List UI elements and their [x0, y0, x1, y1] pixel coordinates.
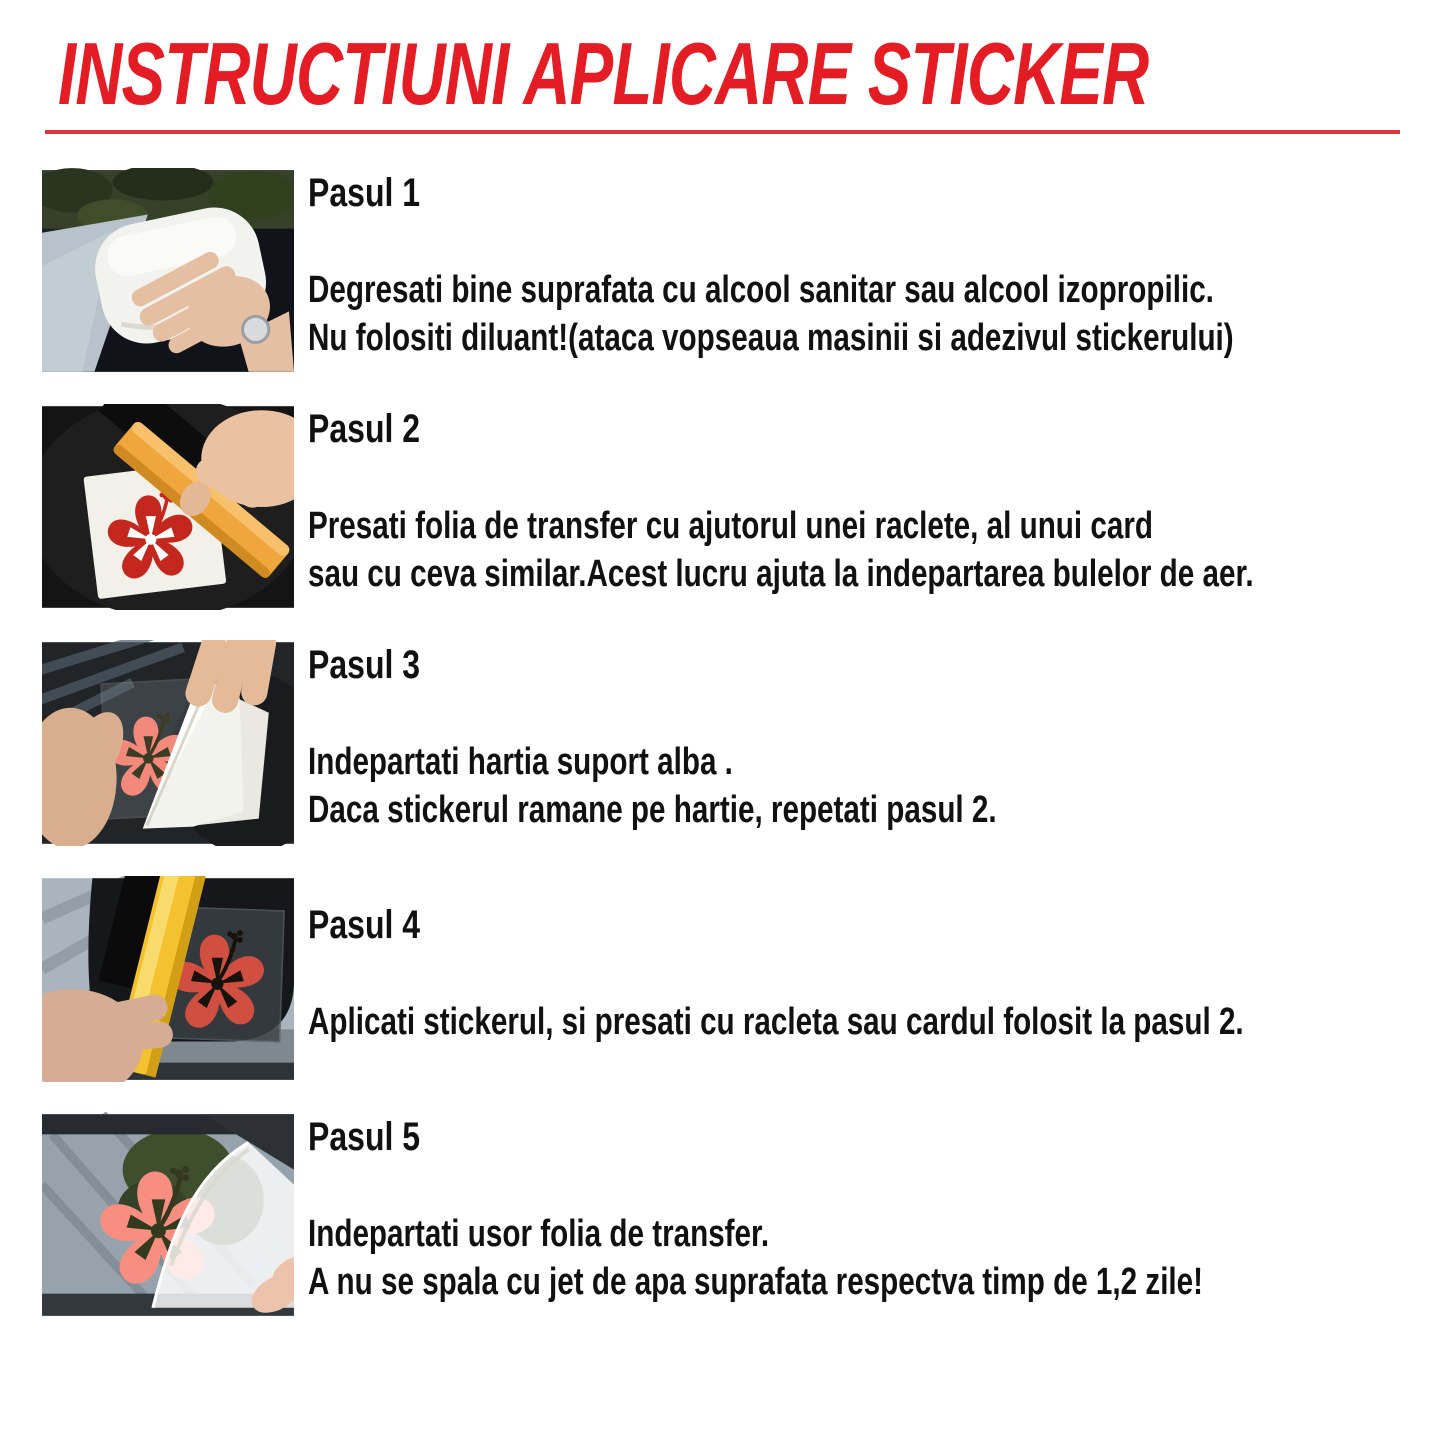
step4-photo-applying-sticker — [42, 876, 294, 1082]
step-row-2 — [0, 404, 1445, 640]
step2-line-1: Presati folia de transfer cu ajutorul unei raclete, al unui card — [308, 505, 1153, 547]
step5-body — [308, 1210, 1445, 1306]
step1-body — [308, 266, 1445, 362]
step2-photo-squeegee-on-card — [42, 404, 294, 610]
step3-body — [308, 738, 1191, 834]
step5-photo-peeling-transfer-foil — [42, 1112, 294, 1318]
step5-line-2: A nu se spala cu jet de apa suprafata respectva timp de 1,2 zile! — [308, 1261, 1204, 1303]
steps-list — [0, 168, 1445, 1348]
step3-line-2: Daca stickerul ramane pe hartie, repetati pasul 2. — [308, 789, 997, 831]
step-row-5 — [0, 1112, 1445, 1348]
step1-photo-cleaning-surface — [42, 168, 294, 374]
page-title: INSTRUCTIUNI APLICARE STICKER — [58, 24, 1149, 123]
title-underline — [45, 130, 1400, 134]
step1-heading: Pasul 1 — [308, 171, 421, 215]
step3-heading: Pasul 3 — [308, 643, 421, 687]
step2-body — [308, 502, 1445, 598]
step-row-4 — [0, 876, 1445, 1112]
step5-heading: Pasul 5 — [308, 1115, 421, 1159]
step4-body — [308, 998, 1445, 1046]
step3-line-1: Indepartati hartia suport alba . — [308, 741, 733, 783]
step2-line-2: sau cu ceva similar.Acest lucru ajuta la indepartarea bulelor de aer. — [308, 553, 1254, 595]
step1-line-1: Degresati bine suprafata cu alcool sanitar sau alcool izopropilic. — [308, 269, 1214, 311]
step5-line-1: Indepartati usor folia de transfer. — [308, 1213, 770, 1255]
step-row-3 — [0, 640, 1445, 876]
step4-line-1: Aplicati stickerul, si presati cu racleta sau cardul folosit la pasul 2. — [308, 1001, 1244, 1043]
step4-heading: Pasul 4 — [308, 903, 421, 947]
step2-heading: Pasul 2 — [308, 407, 421, 451]
step3-photo-peeling-backing-paper — [42, 640, 294, 846]
step1-line-2: Nu folositi diluant!(ataca vopseaua masinii si adezivul stickerului) — [308, 317, 1234, 359]
step-row-1 — [0, 168, 1445, 404]
